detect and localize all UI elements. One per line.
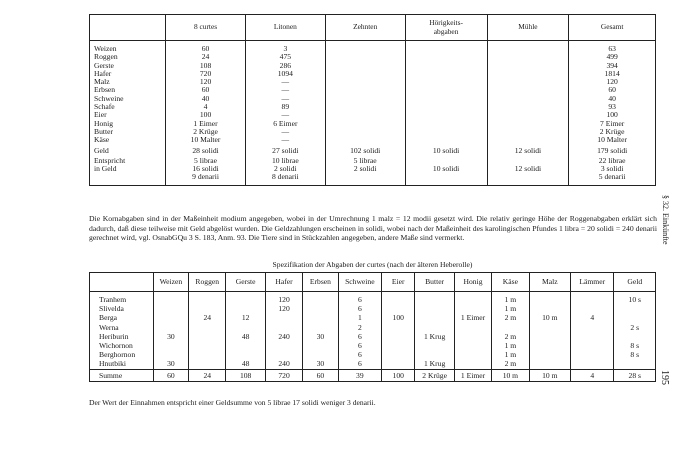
table-cell [487, 41, 569, 54]
table-cell: 1 m [492, 350, 529, 359]
row-label: Malz [90, 78, 166, 86]
table-cell: — [245, 111, 325, 119]
column-header [90, 273, 154, 292]
table-cell [405, 136, 487, 144]
table-cell: 1 Krug [415, 332, 454, 341]
table-cell [382, 359, 415, 369]
table-cell: 30 [303, 359, 338, 369]
table-cell: 499 [606, 52, 618, 62]
row-label: Werna [90, 323, 154, 332]
table-cell [405, 95, 487, 103]
table-cell: 10 solidi [405, 145, 487, 155]
table-cell: — [245, 136, 325, 144]
table-cell: 2 solidi [245, 165, 325, 173]
table-cell: 48 [226, 332, 265, 341]
table-cell: 30 [303, 332, 338, 341]
table-cell: 10 m [529, 369, 570, 381]
row-label: Gerste [90, 62, 166, 70]
table-cell: 120 [265, 304, 302, 313]
column-header: Lämmer [571, 273, 614, 292]
table-cell: — [245, 128, 325, 136]
table-cell [226, 323, 265, 332]
table-cell: 1 Eimer [454, 369, 491, 381]
table-row [90, 165, 656, 173]
table-cell [189, 359, 226, 369]
table-cell: 28 solidi [166, 145, 246, 155]
table-cell: 4 [166, 103, 246, 111]
table-row [90, 62, 656, 70]
table-cell [382, 350, 415, 359]
table-cell: 60 [153, 369, 188, 381]
row-label: Honig [90, 120, 166, 128]
column-header: Käse [492, 273, 529, 292]
table-row [90, 145, 656, 155]
table-cell [529, 304, 570, 313]
table-cell: 89 [245, 103, 325, 111]
table-cell: 60 [303, 369, 338, 381]
footnote: Der Wert der Einnahmen entspricht einer Geldsumme von 5 librae 17 solidi weniger 3 denarii. [89, 398, 376, 407]
table-cell: 2 Krüge [166, 128, 246, 136]
table-cell [571, 341, 614, 350]
table-row [90, 350, 656, 359]
table-row [90, 70, 656, 78]
table-cell: 10 Malter [166, 136, 246, 144]
table-cell [153, 341, 188, 350]
table-row [90, 128, 656, 136]
table-cell [487, 173, 569, 185]
table-cell: 2 m [492, 359, 529, 369]
table-cell [189, 350, 226, 359]
table-cell: — [245, 86, 325, 94]
table-cell [325, 62, 405, 70]
table-cell [529, 350, 570, 359]
table-cell [571, 292, 614, 305]
table-cell: 12 solidi [487, 145, 569, 155]
explanation-paragraph: Die Kornabgaben sind in der Maßeinheit modium angegeben, wobei in der Umrechnung 1 malz = 12 modii gesetzt wird. Die relativ geringe Höhe der Roggenabgaben erklärt sich dadurch, daß diese teilweise mit Geld abgelöst wurden. Die Geldzahlungen erscheinen in solidi, wobei nach der Maßeinheit des karolingischen Pfundes 1 libra = 20 solidi = 240 denarii gerechnet wird, vgl. OsnabGQu 3 S. 183, Anm. 93. Die Tiere sind in Stückzahlen angegeben, andere Maße sind vermerkt. [89, 214, 657, 243]
table-cell [303, 292, 338, 305]
table-cell [265, 323, 302, 332]
table-cell: 9 denarii [166, 173, 246, 185]
table-cell: 720 [166, 70, 246, 78]
column-header: Zehnten [325, 15, 405, 41]
table-cell: 8 s [630, 341, 640, 351]
row-label: in Geld [90, 165, 166, 173]
table-cell [265, 313, 302, 322]
row-label: Summe [90, 369, 154, 381]
table-cell [265, 341, 302, 350]
table-cell [614, 359, 656, 369]
table-cell [487, 53, 569, 61]
row-label: Schafe [90, 103, 166, 111]
table-cell: 102 solidi [325, 145, 405, 155]
table-cell [405, 173, 487, 185]
table-cell: 6 [338, 359, 381, 369]
table-header-row [90, 273, 656, 292]
table-row [90, 359, 656, 369]
table-cell [454, 304, 491, 313]
table-row [90, 95, 656, 103]
table-cell [571, 359, 614, 369]
table-cell: 93 [608, 102, 616, 112]
row-label: Käse [90, 136, 166, 144]
table-cell [614, 304, 656, 313]
table-cell: 108 [226, 369, 265, 381]
table-cell: 240 [265, 359, 302, 369]
table-cell [382, 323, 415, 332]
table-cell [405, 120, 487, 128]
table-cell [382, 332, 415, 341]
table-cell [614, 332, 656, 341]
table-cell [303, 350, 338, 359]
table-cell: 30 [153, 359, 188, 369]
row-label: Erbsen [90, 86, 166, 94]
table-cell [529, 359, 570, 369]
row-label: Schweine [90, 95, 166, 103]
row-label: Wichornon [90, 341, 154, 350]
column-header: Butter [415, 273, 454, 292]
table-cell [614, 313, 656, 322]
table-cell: 100 [166, 111, 246, 119]
table-cell [487, 70, 569, 78]
row-label: Hnutbiki [90, 359, 154, 369]
table-cell [226, 304, 265, 313]
table-cell [405, 78, 487, 86]
sum-row [90, 369, 656, 381]
table-cell: 22 librae [598, 155, 626, 165]
table-cell: 24 [189, 313, 226, 322]
table-cell [529, 323, 570, 332]
table-cell: 1 m [492, 341, 529, 350]
table-cell [487, 128, 569, 136]
table-cell: 100 [382, 313, 415, 322]
table-cell: 10 Malter [597, 135, 628, 145]
table-cell [487, 136, 569, 144]
table-cell [325, 136, 405, 144]
table-cell [487, 86, 569, 94]
table-cell [405, 86, 487, 94]
table-row [90, 41, 656, 54]
table-cell: 10 s [628, 295, 641, 304]
table-cell: — [245, 78, 325, 86]
table-cell [405, 70, 487, 78]
column-header: Weizen [153, 273, 188, 292]
table-cell: 108 [166, 62, 246, 70]
table-cell [415, 304, 454, 313]
column-header: Erbsen [303, 273, 338, 292]
table-cell [454, 350, 491, 359]
table-cell: 1 [338, 313, 381, 322]
table-cell: 100 [606, 110, 618, 120]
table-cell: 1 Krug [415, 359, 454, 369]
table-cell [529, 292, 570, 305]
table-cell [405, 53, 487, 61]
table-cell [492, 323, 529, 332]
table-row [90, 120, 656, 128]
row-label: Eier [90, 111, 166, 119]
table-cell: 4 [571, 369, 614, 381]
table-cell: 120 [265, 292, 302, 305]
table-row [90, 53, 656, 61]
row-label: Berghornon [90, 350, 154, 359]
table-cell [405, 103, 487, 111]
table-cell: 2 m [492, 332, 529, 341]
table-cell [153, 323, 188, 332]
table-cell [226, 350, 265, 359]
column-header: Mühle [487, 15, 569, 41]
table-cell: 60 [608, 85, 616, 95]
column-header: Gerste [226, 273, 265, 292]
table-cell: 30 [153, 332, 188, 341]
table-cell: 2 m [492, 313, 529, 322]
table-cell: 240 [265, 332, 302, 341]
table-cell [153, 292, 188, 305]
table-cell: 48 [226, 359, 265, 369]
table-cell: 40 [608, 93, 616, 103]
table-cell [415, 292, 454, 305]
table-cell: 394 [606, 60, 618, 70]
table-cell [303, 304, 338, 313]
table-cell [153, 350, 188, 359]
column-header: Hörigkeits- abgaben [405, 15, 487, 41]
table-cell: 10 librae [245, 155, 325, 165]
row-label: Weizen [90, 41, 166, 54]
table-row [90, 103, 656, 111]
row-label: Heriburin [90, 332, 154, 341]
table-cell [415, 350, 454, 359]
table-cell [189, 323, 226, 332]
table-cell [325, 53, 405, 61]
table-row [90, 86, 656, 94]
row-label: Berga [90, 313, 154, 322]
curtes-specification-table [89, 272, 656, 382]
table-cell: 24 [166, 53, 246, 61]
table-row [90, 341, 656, 350]
table-cell: 1814 [604, 68, 620, 78]
row-label: Butter [90, 128, 166, 136]
table-cell [415, 323, 454, 332]
table-cell: 39 [338, 369, 381, 381]
column-header: Schweine [338, 273, 381, 292]
table-cell: 3 [245, 41, 325, 54]
table-cell: 2 Krüge [415, 369, 454, 381]
table-cell: 6 [338, 341, 381, 350]
table-cell: 10 solidi [405, 165, 487, 173]
column-header: Malz [529, 273, 570, 292]
row-label: Geld [90, 145, 166, 155]
table-cell [325, 120, 405, 128]
table-cell [303, 341, 338, 350]
table-cell [405, 62, 487, 70]
table-cell [454, 332, 491, 341]
table-cell [153, 313, 188, 322]
table-cell: 6 [338, 292, 381, 305]
column-header: Geld [614, 273, 656, 292]
table-cell: — [245, 95, 325, 103]
table-cell: 3 solidi [600, 164, 624, 174]
table-cell [571, 323, 614, 332]
table-cell: 5 denarii [598, 172, 626, 182]
column-header: Hafer [265, 273, 302, 292]
table-cell: 1 m [492, 304, 529, 313]
table-cell [529, 332, 570, 341]
row-label: Entspricht [90, 155, 166, 165]
table-cell: 5 librae [325, 155, 405, 165]
page-number: 195 [659, 370, 670, 385]
table-cell: 24 [189, 369, 226, 381]
table-cell: 10 m [529, 313, 570, 322]
table-cell: 40 [166, 95, 246, 103]
table-cell: 1094 [245, 70, 325, 78]
table-cell [303, 323, 338, 332]
table-cell: 8 denarii [245, 173, 325, 185]
table-cell [454, 292, 491, 305]
table-cell [405, 41, 487, 54]
table-row [90, 323, 656, 332]
column-header: 8 curtes [166, 15, 246, 41]
table-cell [571, 350, 614, 359]
table-cell [325, 173, 405, 185]
table-cell [325, 95, 405, 103]
row-label: Tranhem [90, 292, 154, 305]
table-cell: 6 [338, 304, 381, 313]
table-row [90, 173, 656, 185]
table-cell [487, 95, 569, 103]
table-cell [325, 86, 405, 94]
table-cell [303, 313, 338, 322]
table-cell [487, 111, 569, 119]
table-cell [571, 332, 614, 341]
table-cell [189, 341, 226, 350]
table-cell: 1 Eimer [454, 313, 491, 322]
table-row [90, 78, 656, 86]
table-cell [415, 341, 454, 350]
running-head: § 32. Einkünfte [661, 195, 670, 245]
table-cell: 8 s [630, 350, 640, 360]
table-cell: 286 [245, 62, 325, 70]
table-cell [529, 341, 570, 350]
income-summary-table [89, 14, 656, 186]
table-cell [487, 62, 569, 70]
table-cell: 1 Eimer [166, 120, 246, 128]
table-cell: 120 [166, 78, 246, 86]
table-cell: 2 s [630, 322, 640, 332]
table-cell [325, 103, 405, 111]
table-cell [325, 70, 405, 78]
table-cell: 120 [606, 77, 618, 87]
table-cell [487, 120, 569, 128]
table-cell: 6 [338, 332, 381, 341]
table-cell [325, 41, 405, 54]
table-cell [571, 304, 614, 313]
table-cell [325, 78, 405, 86]
table-cell: 179 solidi [597, 145, 628, 155]
table-cell: 2 [338, 323, 381, 332]
table-cell [325, 111, 405, 119]
table-cell: 2 solidi [325, 165, 405, 173]
table-cell: 475 [245, 53, 325, 61]
table-cell [325, 128, 405, 136]
table-cell: 720 [265, 369, 302, 381]
table-cell: 16 solidi [166, 165, 246, 173]
table-cell: 6 [338, 350, 381, 359]
table-cell: 100 [382, 369, 415, 381]
table-row [90, 136, 656, 144]
table-cell: 28 s [614, 369, 656, 381]
table-cell [487, 103, 569, 111]
table-cell: 27 solidi [245, 145, 325, 155]
column-header: Litonen [245, 15, 325, 41]
table-cell: 12 [226, 313, 265, 322]
table-cell [382, 304, 415, 313]
table-cell [487, 78, 569, 86]
table-cell [189, 292, 226, 305]
table-cell: 1 m [492, 292, 529, 305]
table-cell [415, 313, 454, 322]
table-cell: 4 [571, 313, 614, 322]
table-cell [189, 332, 226, 341]
column-header: Eier [382, 273, 415, 292]
table-cell: 6 Eimer [245, 120, 325, 128]
table-cell [189, 304, 226, 313]
table-cell: 7 Eimer [600, 118, 625, 128]
column-header: Honig [454, 273, 491, 292]
column-header [90, 15, 166, 41]
table-header-row [90, 15, 656, 41]
table-cell [405, 128, 487, 136]
table-cell [226, 292, 265, 305]
row-label [90, 173, 166, 185]
table-cell [226, 341, 265, 350]
table-cell [153, 304, 188, 313]
table-cell [454, 323, 491, 332]
table-cell: 60 [166, 86, 246, 94]
table-cell: 60 [166, 41, 246, 54]
table-cell [405, 111, 487, 119]
table-row [90, 304, 656, 313]
table-cell [382, 341, 415, 350]
table-cell [382, 292, 415, 305]
column-header: Gesamt [569, 15, 656, 41]
column-header: Roggen [189, 273, 226, 292]
table-cell: 2 Krüge [599, 126, 625, 136]
table-row [90, 313, 656, 322]
table-row [90, 292, 656, 305]
table-cell: 10 m [492, 369, 529, 381]
row-label: Slivelda [90, 304, 154, 313]
table-cell [454, 341, 491, 350]
row-label: Roggen [90, 53, 166, 61]
table-cell [265, 350, 302, 359]
table-title: Spezifikation der Abgaben der curtes (nach der älteren Heberolle) [272, 260, 473, 269]
table-row [90, 332, 656, 341]
row-label: Hafer [90, 70, 166, 78]
table-cell [454, 359, 491, 369]
table-row [90, 111, 656, 119]
table-cell: 5 librae [166, 155, 246, 165]
table-cell: 63 [608, 44, 616, 53]
table-cell: 12 solidi [487, 165, 569, 173]
